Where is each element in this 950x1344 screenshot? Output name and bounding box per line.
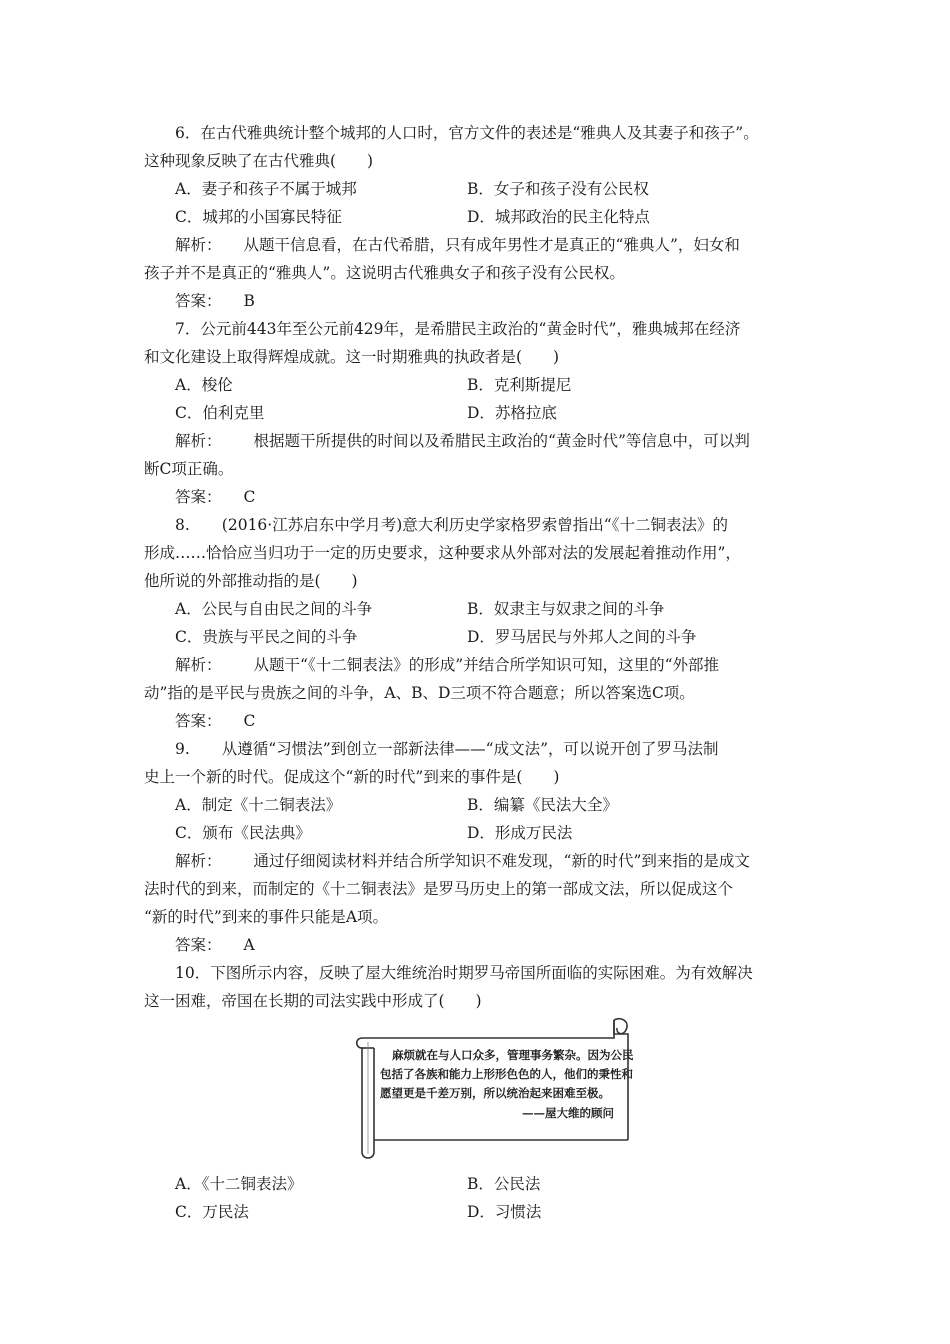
q8-explanation-line-2: 动”指的是平民与贵族之间的斗争，A、B、D三项不符合题意；所以答案选C项。 [144,684,695,702]
q7-stem-line-1: 7．公元前443年至公元前429年，是希腊民主政治的“黄金时代”，雅典城邦在经济 [175,320,741,338]
q7-option-a: A．梭伦 [175,376,233,394]
q6-answer-label: 答案： [175,292,222,310]
q9-number: 9. [175,740,190,758]
q9-stem-line-2: 史上一个新的时代。促成这个“新的时代”到来的事件是( ) [144,768,560,786]
q9-option-a: A．制定《十二铜表法》 [175,796,342,814]
q8-stem-line-2: 形成……恰恰应当归功于一定的历史要求，这种要求从外部对法的发展起着推动作用”， [144,544,741,562]
q10-option-c: C．万民法 [175,1203,249,1221]
q7-explanation-line-2: 断C项正确。 [144,460,234,478]
q9-explanation-line-1 [175,849,750,873]
q7-option-b: B．克利斯提尼 [467,376,572,394]
q8-stem-text-1: (2016·江苏启东中学月考)意大利历史学家格罗索曾指出“《十二铜表法》的 [221,516,728,534]
q6-stem-line-1: 6．在古代雅典统计整个城邦的人口时，官方文件的表述是“雅典人及其妻子和孩子”。 [175,124,759,142]
scroll-quote-line-3: 愿望更是千差万别，所以统治起来困难至极。 [380,1086,610,1100]
q7-explanation-line-1 [175,429,750,453]
scroll-quote-line-1: 麻烦就在与人口众多，管理事务繁杂。因为公民 [392,1048,634,1062]
q10-stem-line-1: 10．下图所示内容，反映了屋大维统治时期罗马帝国所面临的实际困难。为有效解决 [175,964,753,982]
q9-stem-text-1: 从遵循“习惯法”到创立一部新法律——“成文法”，可以说开创了罗马法制 [221,740,719,758]
q7-answer-label: 答案： [175,488,222,506]
q9-explanation-label: 解析： [175,852,222,870]
q9-answer-value: A [243,936,255,954]
q7-answer-value: C [243,488,256,506]
q7-answer [175,485,255,509]
q9-option-d: D．形成万民法 [467,824,573,842]
q8-option-a: A．公民与自由民之间的斗争 [175,600,373,618]
q8-option-c: C．贵族与平民之间的斗争 [175,628,358,646]
q9-explanation-text-1: 通过仔细阅读材料并结合所学知识不难发现，“新的时代”到来指的是成文 [253,852,750,870]
q8-answer-label: 答案： [175,712,222,730]
q6-option-a: A．妻子和孩子不属于城邦 [175,180,357,198]
q8-answer-value: C [243,712,256,730]
q8-explanation-line-1 [175,653,719,677]
q8-stem-line-1 [175,513,728,537]
q7-stem-line-2: 和文化建设上取得辉煌成就。这一时期雅典的执政者是( ) [144,348,560,366]
q7-explanation-label: 解析： [175,432,222,450]
q6-explanation-line-1 [175,233,740,257]
scroll-quote-attribution: ——屋大维的顾问 [522,1106,614,1120]
q6-option-d: D．城邦政治的民主化特点 [467,208,650,226]
q7-option-c: C．伯利克里 [175,404,265,422]
q6-stem-line-2: 这种现象反映了在古代雅典( ) [144,152,374,170]
q8-explanation-text-1: 从题干“《十二铜表法》的形成”并结合所学知识可知，这里的“外部推 [253,656,720,674]
q10-option-b: B．公民法 [467,1175,541,1193]
q10-option-d: D．习惯法 [467,1203,542,1221]
q8-explanation-label: 解析： [175,656,222,674]
q8-stem-line-3: 他所说的外部推动指的是( ) [144,572,358,590]
q9-answer [175,933,255,957]
q6-option-b: B．女子和孩子没有公民权 [467,180,649,198]
q9-option-b: B．编纂《民法大全》 [467,796,618,814]
q9-answer-label: 答案： [175,936,222,954]
q9-stem-line-1 [175,737,719,761]
q6-answer [175,289,255,313]
q7-option-d: D．苏格拉底 [467,404,557,422]
q6-explanation-text-1: 从题干信息看，在古代希腊，只有成年男性才是真正的“雅典人”，妇女和 [243,236,740,254]
q8-option-d: D．罗马居民与外邦人之间的斗争 [467,628,697,646]
scroll-quote-line-2: 包括了各族和能力上形形色色的人，他们的秉性和 [380,1067,633,1081]
q8-option-b: B．奴隶主与奴隶之间的斗争 [467,600,665,618]
q6-option-c: C．城邦的小国寡民特征 [175,208,342,226]
q8-answer [175,709,255,733]
q9-explanation-line-3: “新的时代”到来的事件只能是A项。 [144,908,389,926]
q6-explanation-line-2: 孩子并不是真正的“雅典人”。这说明古代雅典女子和孩子没有公民权。 [144,264,625,282]
q9-option-c: C．颁布《民法典》 [175,824,311,842]
q6-explanation-label: 解析： [175,236,222,254]
q10-stem-line-2: 这一困难，帝国在长期的司法实践中形成了( ) [144,992,482,1010]
scroll-illustration [352,1012,632,1164]
q9-explanation-line-2: 法时代的到来，而制定的《十二铜表法》是罗马历史上的第一部成文法，所以促成这个 [144,880,734,898]
q8-number: 8. [175,516,190,534]
q7-explanation-text-1: 根据题干所提供的时间以及希腊民主政治的“黄金时代”等信息中，可以判 [253,432,750,450]
q6-answer-value: B [243,292,255,310]
q10-option-a: A．《十二铜表法》 [175,1175,303,1193]
